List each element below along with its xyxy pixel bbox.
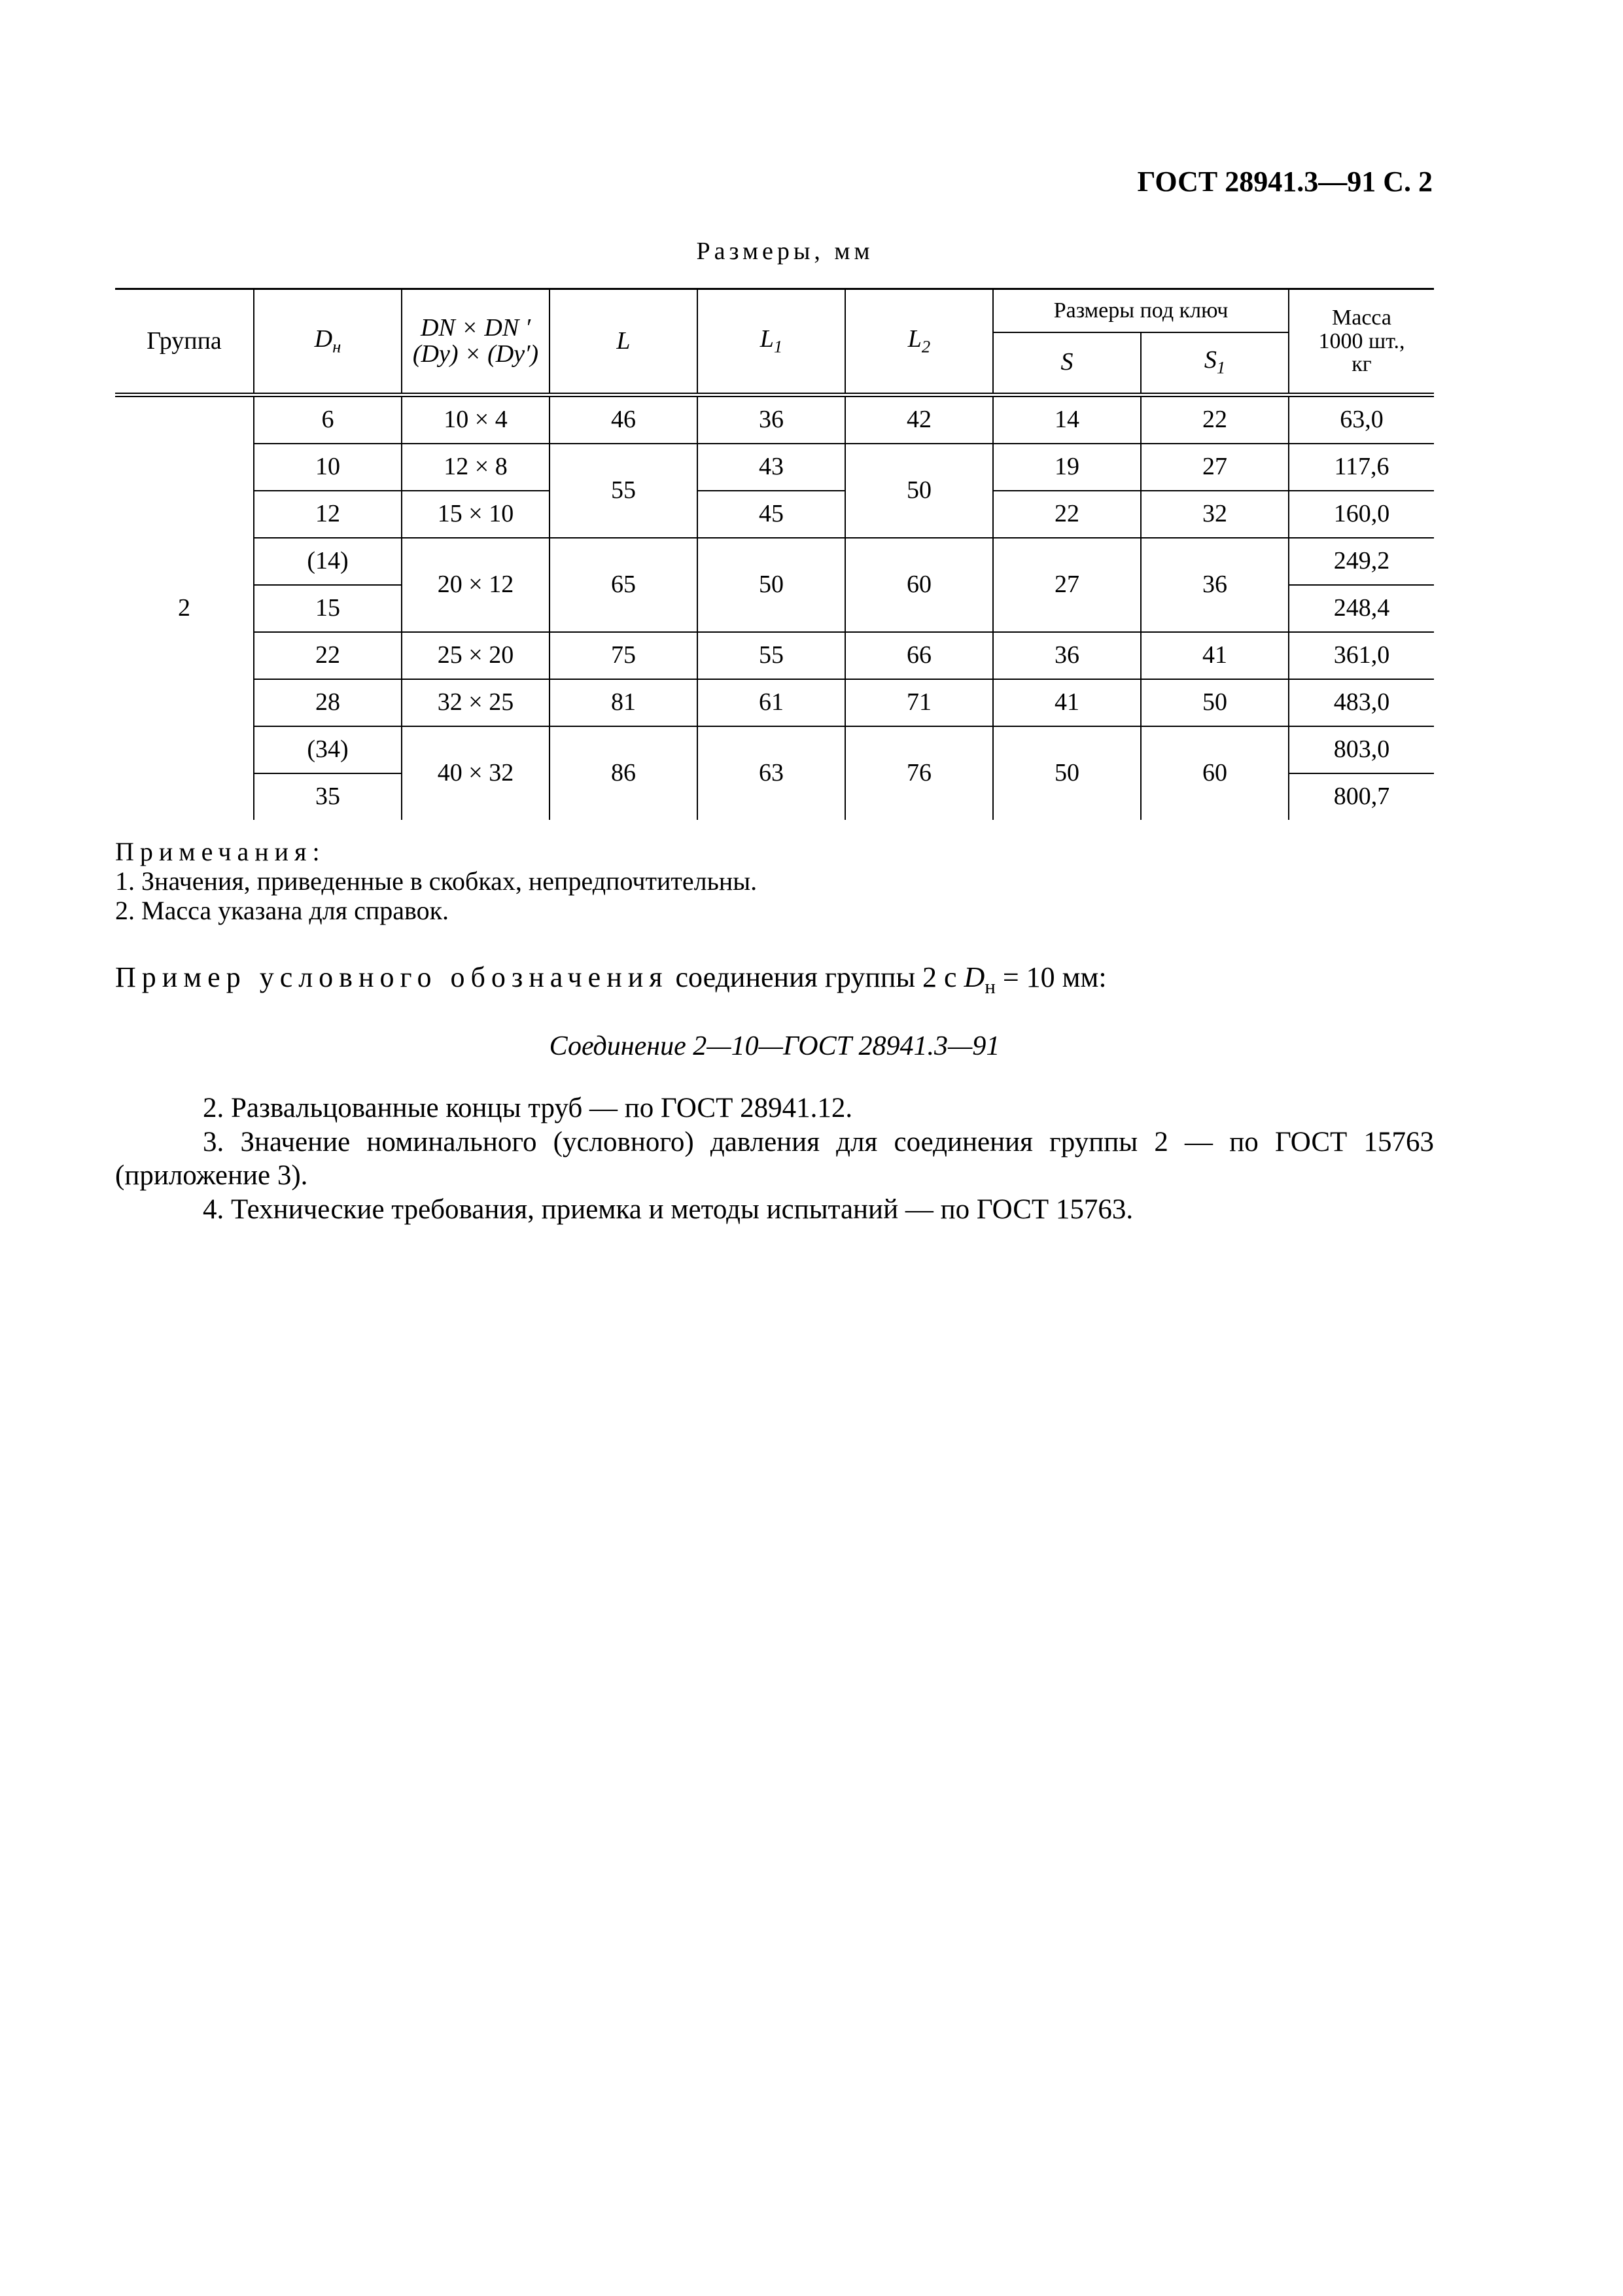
header-s1: $S_1$ — [1141, 332, 1289, 395]
cell-dn: 6 — [254, 395, 402, 444]
notes-block — [115, 838, 1434, 925]
cell-mass: 361,0 — [1289, 632, 1434, 679]
cell-dn: 12 — [254, 491, 402, 538]
note-1: 1. Значения, приведенные в скобках, непредпочтительны. — [115, 866, 758, 896]
table-row — [115, 679, 1434, 726]
cell-l: 75 — [550, 632, 697, 679]
page-header: ГОСТ 28941.3—91 С. 2 — [1137, 166, 1433, 198]
paragraphs — [115, 1091, 1434, 1226]
cell-dndn: 15 × 10 — [402, 491, 550, 538]
header-l: L — [550, 289, 697, 395]
cell-s1: 36 — [1141, 538, 1289, 632]
example-intro — [115, 961, 1434, 999]
cell-dn: 10 — [254, 444, 402, 491]
cell-l2: 42 — [845, 395, 993, 444]
cell-l1: 50 — [697, 538, 845, 632]
dimensions-table — [115, 288, 1434, 820]
cell-mass: 803,0 — [1289, 726, 1434, 773]
cell-s1: 32 — [1141, 491, 1289, 538]
cell-mass: 249,2 — [1289, 538, 1434, 585]
cell-dn: (14) — [254, 538, 402, 585]
cell-l1: 43 — [697, 444, 845, 491]
cell-dndn: 12 × 8 — [402, 444, 550, 491]
header-l2: $L_2$ — [845, 289, 993, 395]
table-row — [115, 632, 1434, 679]
cell-s: 41 — [993, 679, 1141, 726]
cell-s: 14 — [993, 395, 1141, 444]
paragraph-2: 2. Развальцованные концы труб — по ГОСТ 28941.12. — [203, 1093, 853, 1123]
header-group: Группа — [115, 289, 254, 395]
cell-s1: 27 — [1141, 444, 1289, 491]
cell-l: 81 — [550, 679, 697, 726]
example-d-sub: н — [985, 975, 996, 998]
cell-dn: 15 — [254, 585, 402, 632]
cell-l2: 66 — [845, 632, 993, 679]
cell-dn: 28 — [254, 679, 402, 726]
cell-l2: 71 — [845, 679, 993, 726]
cell-dndn: 32 × 25 — [402, 679, 550, 726]
cell-l: 86 — [550, 726, 697, 820]
cell-mass: 483,0 — [1289, 679, 1434, 726]
cell-dndn: 40 × 32 — [402, 726, 550, 820]
cell-s: 22 — [993, 491, 1141, 538]
example-text-after: = 10 мм: — [995, 961, 1107, 993]
cell-s1: 60 — [1141, 726, 1289, 820]
cell-s: 27 — [993, 538, 1141, 632]
cell-s: 50 — [993, 726, 1141, 820]
cell-l1: 61 — [697, 679, 845, 726]
cell-dn: 22 — [254, 632, 402, 679]
paragraph-4: 4. Технические требования, приемка и методы испытаний — по ГОСТ 15763. — [203, 1193, 1134, 1225]
example-text-before: соединения группы 2 с — [668, 961, 964, 993]
header-key-sizes: Размеры под ключ — [993, 289, 1289, 332]
header-dn-dn: DN × DN ′ (Dу) × (Dу′) — [402, 289, 550, 395]
header-mass: Масса 1000 шт., кг — [1289, 289, 1434, 395]
cell-l1: 36 — [697, 395, 845, 444]
cell-s: 36 — [993, 632, 1141, 679]
cell-mass: 160,0 — [1289, 491, 1434, 538]
cell-dndn: 10 × 4 — [402, 395, 550, 444]
table-row — [115, 538, 1434, 585]
cell-dn: 35 — [254, 773, 402, 820]
cell-l: 65 — [550, 538, 697, 632]
cell-mass: 248,4 — [1289, 585, 1434, 632]
cell-s1: 50 — [1141, 679, 1289, 726]
header-dn: $D_н$ — [254, 289, 402, 395]
cell-dn: (34) — [254, 726, 402, 773]
cell-l1: 45 — [697, 491, 845, 538]
cell-l1: 63 — [697, 726, 845, 820]
cell-dndn: 25 × 20 — [402, 632, 550, 679]
notes-title: Примечания: — [115, 837, 326, 866]
cell-s1: 41 — [1141, 632, 1289, 679]
note-2: 2. Масса указана для справок. — [115, 895, 449, 925]
example-designation: Соединение 2—10—ГОСТ 28941.3—91 — [549, 1031, 1000, 1061]
cell-s1: 22 — [1141, 395, 1289, 444]
table-caption: Размеры, мм — [696, 238, 874, 265]
cell-l2: 76 — [845, 726, 993, 820]
paragraph-3: 3. Значение номинального (условного) давления для соединения группы 2 — по ГОСТ 15763 (приложение 3). — [115, 1126, 1434, 1192]
cell-group: 2 — [115, 395, 254, 821]
table-row — [115, 444, 1434, 491]
table-row — [115, 491, 1434, 538]
cell-s: 19 — [993, 444, 1141, 491]
cell-mass: 63,0 — [1289, 395, 1434, 444]
cell-mass: 117,6 — [1289, 444, 1434, 491]
cell-mass: 800,7 — [1289, 773, 1434, 820]
cell-l2: 60 — [845, 538, 993, 632]
cell-l: 46 — [550, 395, 697, 444]
table-row — [115, 395, 1434, 444]
table-row — [115, 726, 1434, 773]
cell-l2: 50 — [845, 444, 993, 538]
cell-dndn: 20 × 12 — [402, 538, 550, 632]
example-d: D — [964, 961, 985, 993]
header-s: S — [993, 332, 1141, 395]
header-l1: $L_1$ — [697, 289, 845, 395]
cell-l: 55 — [550, 444, 697, 538]
cell-l1: 55 — [697, 632, 845, 679]
example-label: Пример условного обозначения — [115, 961, 669, 993]
